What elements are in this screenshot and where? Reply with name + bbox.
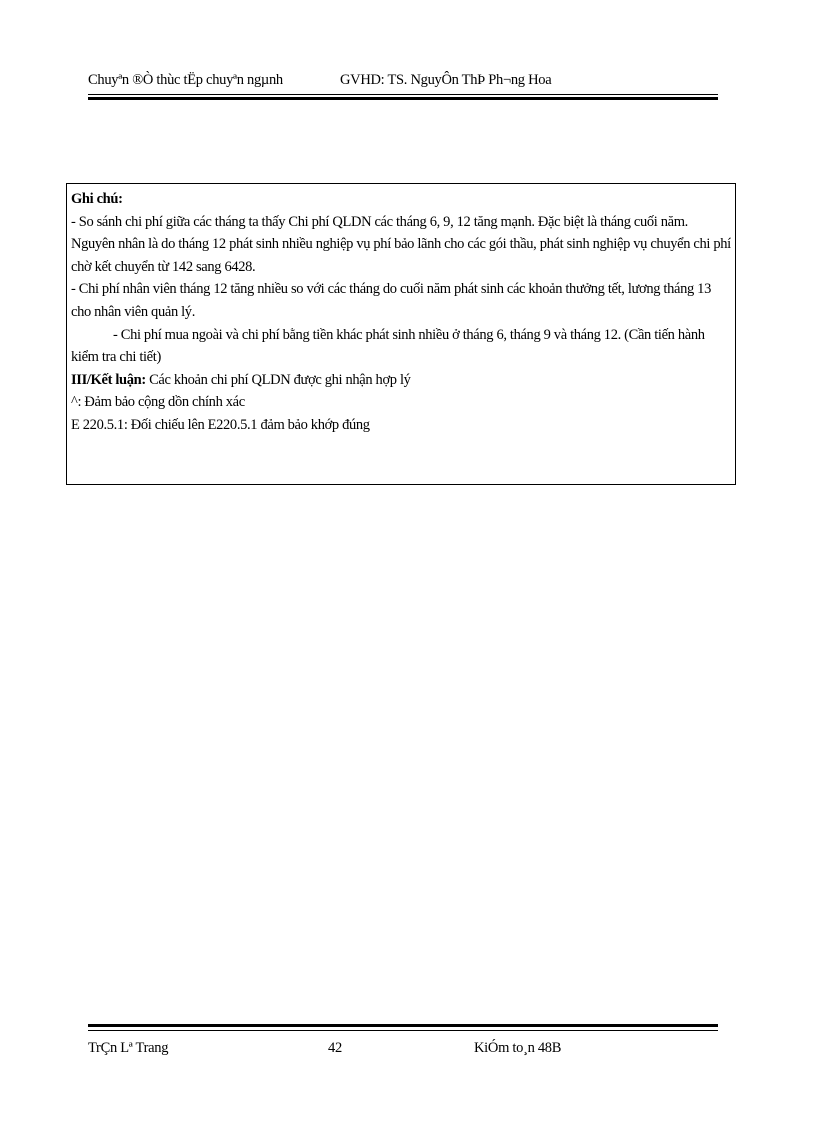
note-paragraph-2: - Chi phí nhân viên tháng 12 tăng nhiều so với các tháng do cuối năm phát sinh các khoản thưởng tết, lương tháng 13 cho nhân viên quản lý. xyxy=(71,281,711,320)
page-header xyxy=(88,72,718,94)
header-supervisor: GVHD: TS. NguyÔn ThÞ Ph¬ng Hoa xyxy=(340,72,552,88)
footer-page-number: 42 xyxy=(328,1040,342,1056)
footer-rule-thin xyxy=(88,1030,718,1031)
header-thesis-title: Chuyªn ®Ò thùc tËp chuyªn ngµnh xyxy=(88,72,283,88)
header-rule-thick xyxy=(88,97,718,100)
check-line: ^: Đảm bảo cộng dồn chính xác xyxy=(71,394,245,411)
footer-rule-thick xyxy=(88,1024,718,1027)
footer-author: TrÇn Lª Trang xyxy=(88,1040,169,1056)
conclusion-label: III/Kết luận: xyxy=(71,371,146,388)
note-paragraph-3: - Chi phí mua ngoài và chi phí bằng tiền khác phát sinh nhiều ở tháng 6, tháng 9 và tháng 12. (Cần tiến hành kiểm tra chi tiết) xyxy=(71,326,705,366)
note-title: Ghi chú: xyxy=(71,191,123,207)
page-footer xyxy=(88,1040,718,1062)
header-rule-thin xyxy=(88,94,718,95)
note-box xyxy=(66,183,736,485)
conclusion-line xyxy=(71,369,732,392)
footer-class: KiÓm to¸n 48B xyxy=(474,1040,562,1056)
reference-line: E 220.5.1: Đối chiếu lên E220.5.1 đảm bảo khớp đúng xyxy=(71,416,370,433)
note-paragraph-1: - So sánh chi phí giữa các tháng ta thấy Chi phí QLDN các tháng 6, 9, 12 tăng mạnh. Đặc biệt là tháng cuối năm. Nguyên nhân là do tháng 12 phát sinh nhiều nghiệp vụ phí bảo lãnh cho các gói thầu, phát sinh nghiệp vụ chuyển chi phí chờ kết chuyển từ 142 sang 6428. xyxy=(71,213,731,275)
conclusion-text: Các khoản chi phí QLDN được ghi nhận hợp lý xyxy=(145,371,411,388)
